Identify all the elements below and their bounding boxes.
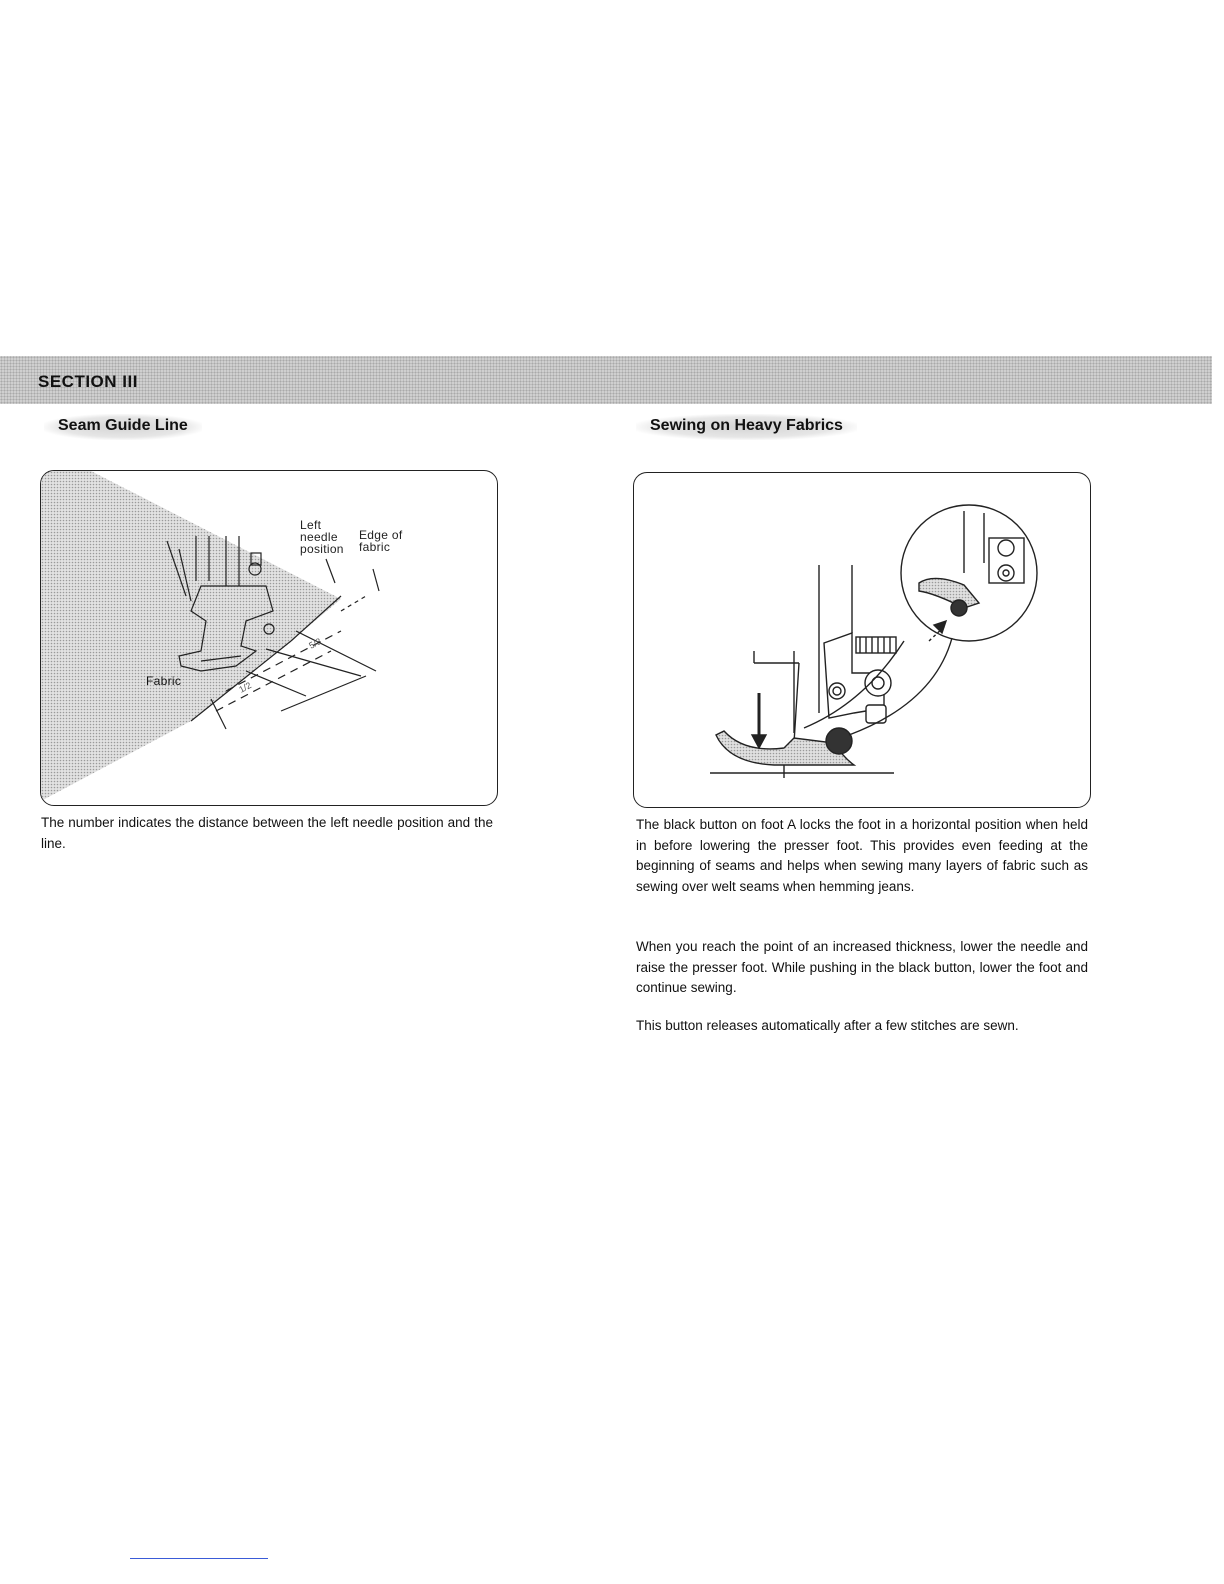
svg-text:1/2: 1/2 <box>237 680 253 695</box>
heavy-fabric-paragraph-3: This button releases automatically after a few stitches are sewn. <box>636 1018 1019 1033</box>
heavy-fabric-paragraph-2: When you reach the point of an increased thickness, lower the needle and raise the presser foot. While pushing in the black button, lower the foot and continue sewing. <box>636 939 1088 995</box>
label-edge-of-fabric: Edge of fabric <box>359 528 403 554</box>
seam-guide-description: The number indicates the distance between the left needle position and the line. <box>41 815 493 851</box>
section-title: SECTION III <box>38 372 138 391</box>
heading-seam-guide-line: Seam Guide Line <box>44 414 202 440</box>
bottom-rule <box>130 1558 268 1559</box>
heavy-fabric-figure <box>633 472 1091 808</box>
heavy-fabric-paragraph-1: The black button on foot A locks the foot in a horizontal position when held in before lowering the presser foot. This provides even feeding at the beginning of seams and helps when sewing many layers of fabric such as sewing over welt seams when hemming jeans. <box>636 817 1088 894</box>
seam-guide-illustration <box>41 471 498 806</box>
label-fabric: Fabric <box>146 674 182 688</box>
svg-text:5/8: 5/8 <box>307 636 323 651</box>
seam-guide-figure <box>40 470 498 806</box>
presser-foot-illustration <box>634 473 1091 808</box>
section-header-bar <box>0 356 1212 404</box>
heading-sewing-heavy-fabrics: Sewing on Heavy Fabrics <box>636 414 857 440</box>
label-left-needle-position: Left needle position <box>300 518 344 556</box>
